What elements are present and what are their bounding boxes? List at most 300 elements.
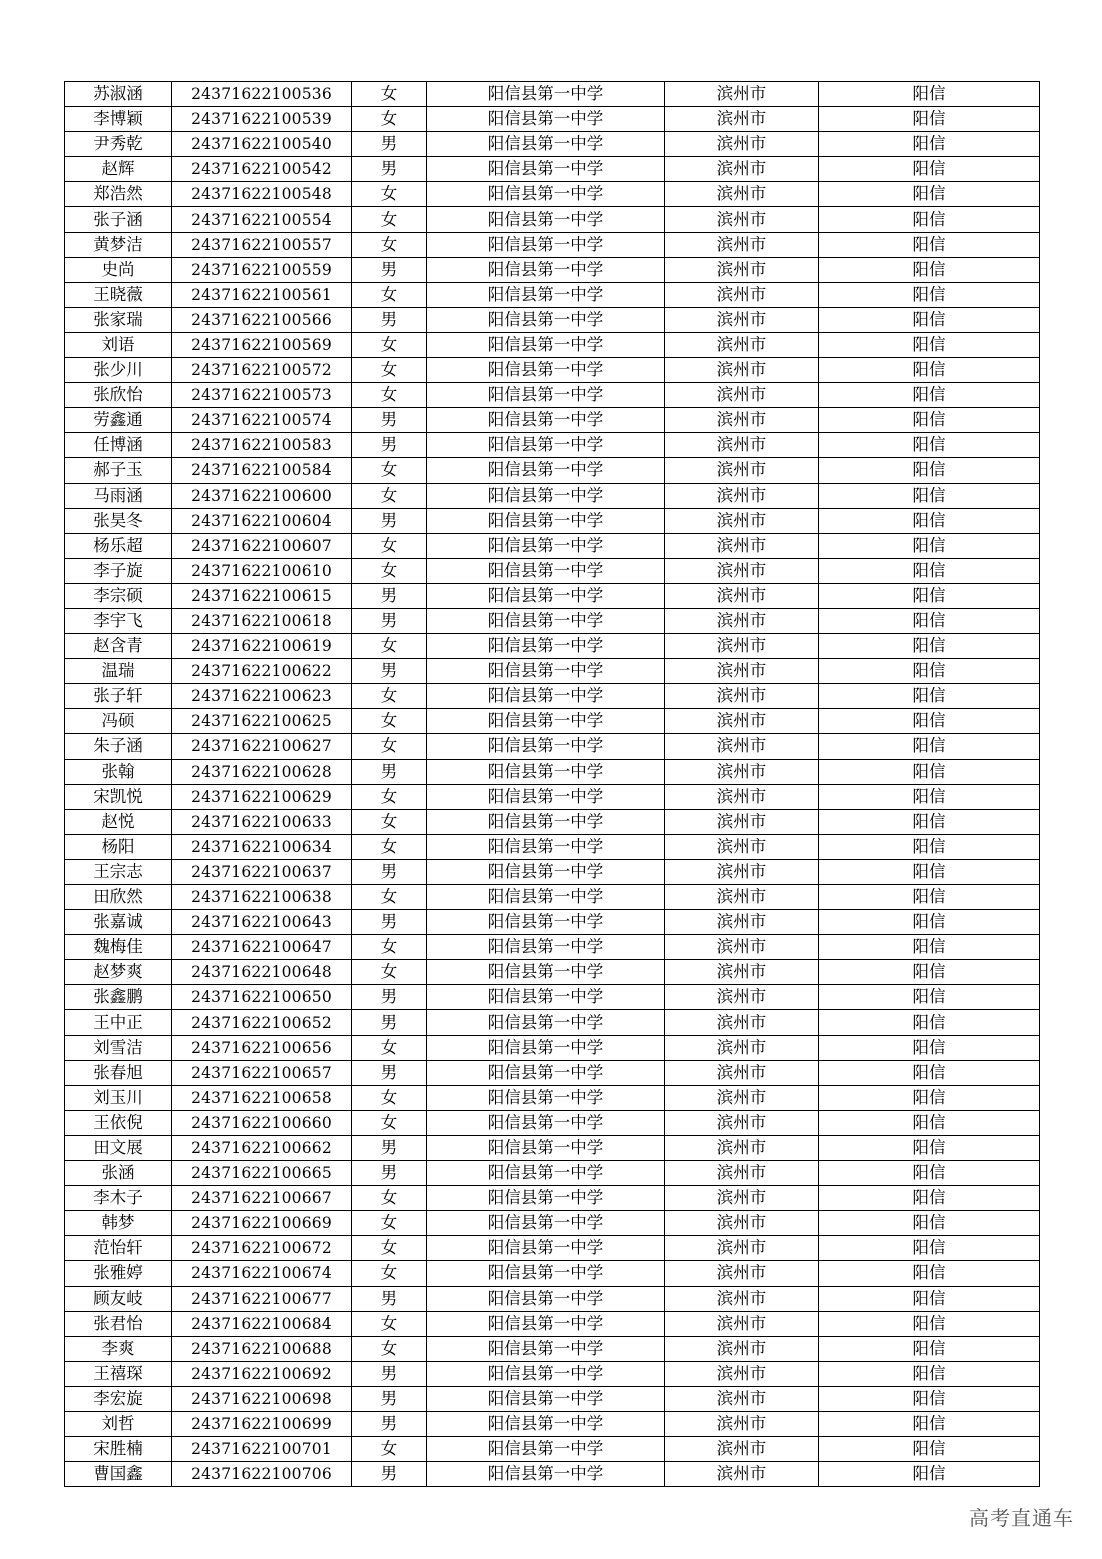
table-row: [65, 1236, 1040, 1261]
city-cell: 滨州市: [665, 1386, 819, 1411]
name-cell: 赵含青: [65, 634, 172, 659]
exam-id-cell: 24371622100706: [172, 1462, 352, 1487]
gender-cell: 女: [352, 1035, 427, 1060]
county-cell: 阳信: [819, 935, 1040, 960]
gender-cell: 女: [352, 107, 427, 132]
city-cell: 滨州市: [665, 809, 819, 834]
exam-id-cell: 24371622100607: [172, 533, 352, 558]
gender-cell: 男: [352, 910, 427, 935]
school-cell: 阳信县第一中学: [427, 82, 665, 107]
gender-cell: 男: [352, 433, 427, 458]
name-cell: 刘哲: [65, 1411, 172, 1436]
gender-cell: 女: [352, 1110, 427, 1135]
table-row: [65, 107, 1040, 132]
county-cell: 阳信: [819, 659, 1040, 684]
gender-cell: 女: [352, 182, 427, 207]
county-cell: 阳信: [819, 1411, 1040, 1436]
name-cell: 马雨涵: [65, 483, 172, 508]
gender-cell: 女: [352, 483, 427, 508]
gender-cell: 男: [352, 132, 427, 157]
name-cell: 李木子: [65, 1186, 172, 1211]
county-cell: 阳信: [819, 107, 1040, 132]
name-cell: 田文展: [65, 1135, 172, 1160]
table-row: [65, 82, 1040, 107]
table-row: [65, 859, 1040, 884]
county-cell: 阳信: [819, 307, 1040, 332]
gender-cell: 男: [352, 1135, 427, 1160]
school-cell: 阳信县第一中学: [427, 508, 665, 533]
city-cell: 滨州市: [665, 759, 819, 784]
table-row: [65, 132, 1040, 157]
table-row: [65, 483, 1040, 508]
school-cell: 阳信县第一中学: [427, 433, 665, 458]
city-cell: 滨州市: [665, 408, 819, 433]
exam-id-cell: 24371622100657: [172, 1060, 352, 1085]
name-cell: 李博颖: [65, 107, 172, 132]
gender-cell: 女: [352, 458, 427, 483]
county-cell: 阳信: [819, 1336, 1040, 1361]
county-cell: 阳信: [819, 408, 1040, 433]
city-cell: 滨州市: [665, 1060, 819, 1085]
table-row: [65, 634, 1040, 659]
exam-id-cell: 24371622100542: [172, 157, 352, 182]
county-cell: 阳信: [819, 910, 1040, 935]
county-cell: 阳信: [819, 1361, 1040, 1386]
table-row: [65, 157, 1040, 182]
name-cell: 张欣怡: [65, 383, 172, 408]
county-cell: 阳信: [819, 182, 1040, 207]
city-cell: 滨州市: [665, 282, 819, 307]
city-cell: 滨州市: [665, 182, 819, 207]
school-cell: 阳信县第一中学: [427, 659, 665, 684]
school-cell: 阳信县第一中学: [427, 935, 665, 960]
name-cell: 温瑞: [65, 659, 172, 684]
name-cell: 张君怡: [65, 1311, 172, 1336]
gender-cell: 男: [352, 608, 427, 633]
name-cell: 张涵: [65, 1161, 172, 1186]
exam-id-cell: 24371622100656: [172, 1035, 352, 1060]
city-cell: 滨州市: [665, 709, 819, 734]
city-cell: 滨州市: [665, 132, 819, 157]
table-row: [65, 383, 1040, 408]
name-cell: 田欣然: [65, 885, 172, 910]
gender-cell: 女: [352, 533, 427, 558]
table-row: [65, 1437, 1040, 1462]
school-cell: 阳信县第一中学: [427, 132, 665, 157]
city-cell: 滨州市: [665, 307, 819, 332]
exam-id-cell: 24371622100623: [172, 684, 352, 709]
gender-cell: 女: [352, 383, 427, 408]
table-row: [65, 1211, 1040, 1236]
exam-id-cell: 24371622100539: [172, 107, 352, 132]
exam-id-cell: 24371622100684: [172, 1311, 352, 1336]
county-cell: 阳信: [819, 157, 1040, 182]
school-cell: 阳信县第一中学: [427, 558, 665, 583]
watermark: 高考直通车: [969, 1506, 1074, 1530]
table-row: [65, 684, 1040, 709]
exam-id-cell: 24371622100638: [172, 885, 352, 910]
city-cell: 滨州市: [665, 1437, 819, 1462]
gender-cell: 男: [352, 157, 427, 182]
county-cell: 阳信: [819, 1311, 1040, 1336]
school-cell: 阳信县第一中学: [427, 734, 665, 759]
exam-id-cell: 24371622100658: [172, 1085, 352, 1110]
exam-id-cell: 24371622100692: [172, 1361, 352, 1386]
exam-id-cell: 24371622100674: [172, 1261, 352, 1286]
exam-id-cell: 24371622100677: [172, 1286, 352, 1311]
exam-id-cell: 24371622100634: [172, 834, 352, 859]
exam-id-cell: 24371622100625: [172, 709, 352, 734]
exam-id-cell: 24371622100643: [172, 910, 352, 935]
exam-id-cell: 24371622100650: [172, 985, 352, 1010]
gender-cell: 男: [352, 1462, 427, 1487]
gender-cell: 女: [352, 332, 427, 357]
county-cell: 阳信: [819, 1060, 1040, 1085]
gender-cell: 男: [352, 1386, 427, 1411]
table-row: [65, 910, 1040, 935]
gender-cell: 男: [352, 1010, 427, 1035]
name-cell: 宋凯悦: [65, 784, 172, 809]
name-cell: 杨乐超: [65, 533, 172, 558]
exam-id-cell: 24371622100584: [172, 458, 352, 483]
gender-cell: 女: [352, 82, 427, 107]
exam-id-cell: 24371622100573: [172, 383, 352, 408]
name-cell: 张翰: [65, 759, 172, 784]
name-cell: 李宏旋: [65, 1386, 172, 1411]
table-row: [65, 659, 1040, 684]
school-cell: 阳信县第一中学: [427, 307, 665, 332]
table-row: [65, 1336, 1040, 1361]
table-row: [65, 358, 1040, 383]
school-cell: 阳信县第一中学: [427, 483, 665, 508]
county-cell: 阳信: [819, 1161, 1040, 1186]
county-cell: 阳信: [819, 1186, 1040, 1211]
county-cell: 阳信: [819, 1110, 1040, 1135]
city-cell: 滨州市: [665, 885, 819, 910]
table-row: [65, 1311, 1040, 1336]
exam-id-cell: 24371622100688: [172, 1336, 352, 1361]
school-cell: 阳信县第一中学: [427, 1135, 665, 1160]
name-cell: 赵梦爽: [65, 960, 172, 985]
school-cell: 阳信县第一中学: [427, 282, 665, 307]
gender-cell: 男: [352, 257, 427, 282]
gender-cell: 男: [352, 759, 427, 784]
name-cell: 张少川: [65, 358, 172, 383]
name-cell: 顾友岐: [65, 1286, 172, 1311]
gender-cell: 男: [352, 508, 427, 533]
city-cell: 滨州市: [665, 157, 819, 182]
name-cell: 劳鑫通: [65, 408, 172, 433]
name-cell: 黄梦洁: [65, 232, 172, 257]
name-cell: 史尚: [65, 257, 172, 282]
name-cell: 刘语: [65, 332, 172, 357]
table-row: [65, 182, 1040, 207]
gender-cell: 女: [352, 282, 427, 307]
name-cell: 张雅婷: [65, 1261, 172, 1286]
gender-cell: 女: [352, 734, 427, 759]
gender-cell: 女: [352, 358, 427, 383]
gender-cell: 女: [352, 709, 427, 734]
school-cell: 阳信县第一中学: [427, 458, 665, 483]
name-cell: 赵辉: [65, 157, 172, 182]
school-cell: 阳信县第一中学: [427, 1437, 665, 1462]
name-cell: 张春旭: [65, 1060, 172, 1085]
gender-cell: 女: [352, 960, 427, 985]
exam-id-cell: 24371622100647: [172, 935, 352, 960]
county-cell: 阳信: [819, 1236, 1040, 1261]
table-row: [65, 809, 1040, 834]
name-cell: 范怡轩: [65, 1236, 172, 1261]
city-cell: 滨州市: [665, 834, 819, 859]
school-cell: 阳信县第一中学: [427, 684, 665, 709]
name-cell: 李爽: [65, 1336, 172, 1361]
exam-id-cell: 24371622100699: [172, 1411, 352, 1436]
table-row: [65, 608, 1040, 633]
name-cell: 刘玉川: [65, 1085, 172, 1110]
school-cell: 阳信县第一中学: [427, 1010, 665, 1035]
table-row: [65, 533, 1040, 558]
gender-cell: 女: [352, 1311, 427, 1336]
city-cell: 滨州市: [665, 358, 819, 383]
table-row: [65, 734, 1040, 759]
exam-id-cell: 24371622100554: [172, 207, 352, 232]
county-cell: 阳信: [819, 1462, 1040, 1487]
school-cell: 阳信县第一中学: [427, 834, 665, 859]
table-row: [65, 1010, 1040, 1035]
city-cell: 滨州市: [665, 82, 819, 107]
school-cell: 阳信县第一中学: [427, 709, 665, 734]
school-cell: 阳信县第一中学: [427, 1110, 665, 1135]
table-row: [65, 433, 1040, 458]
county-cell: 阳信: [819, 1386, 1040, 1411]
county-cell: 阳信: [819, 960, 1040, 985]
table-row: [65, 1035, 1040, 1060]
table-row: [65, 1462, 1040, 1487]
city-cell: 滨州市: [665, 257, 819, 282]
county-cell: 阳信: [819, 859, 1040, 884]
school-cell: 阳信县第一中学: [427, 608, 665, 633]
exam-id-cell: 24371622100618: [172, 608, 352, 633]
gender-cell: 男: [352, 307, 427, 332]
exam-id-cell: 24371622100622: [172, 659, 352, 684]
city-cell: 滨州市: [665, 508, 819, 533]
name-cell: 李宇飞: [65, 608, 172, 633]
gender-cell: 女: [352, 558, 427, 583]
exam-id-cell: 24371622100627: [172, 734, 352, 759]
table-row: [65, 1386, 1040, 1411]
county-cell: 阳信: [819, 608, 1040, 633]
student-roster-table: [64, 81, 1040, 1487]
table-row: [65, 834, 1040, 859]
city-cell: 滨州市: [665, 935, 819, 960]
table-row: [65, 1135, 1040, 1160]
exam-id-cell: 24371622100559: [172, 257, 352, 282]
name-cell: 张昊冬: [65, 508, 172, 533]
name-cell: 刘雪洁: [65, 1035, 172, 1060]
county-cell: 阳信: [819, 257, 1040, 282]
school-cell: 阳信县第一中学: [427, 1186, 665, 1211]
table-row: [65, 784, 1040, 809]
table-row: [65, 408, 1040, 433]
table-row: [65, 1361, 1040, 1386]
county-cell: 阳信: [819, 383, 1040, 408]
county-cell: 阳信: [819, 583, 1040, 608]
gender-cell: 女: [352, 1236, 427, 1261]
exam-id-cell: 24371622100566: [172, 307, 352, 332]
gender-cell: 女: [352, 232, 427, 257]
city-cell: 滨州市: [665, 1161, 819, 1186]
name-cell: 韩梦: [65, 1211, 172, 1236]
exam-id-cell: 24371622100633: [172, 809, 352, 834]
exam-id-cell: 24371622100548: [172, 182, 352, 207]
city-cell: 滨州市: [665, 207, 819, 232]
name-cell: 王晓薇: [65, 282, 172, 307]
gender-cell: 男: [352, 1411, 427, 1436]
exam-id-cell: 24371622100660: [172, 1110, 352, 1135]
city-cell: 滨州市: [665, 1411, 819, 1436]
school-cell: 阳信县第一中学: [427, 182, 665, 207]
school-cell: 阳信县第一中学: [427, 784, 665, 809]
county-cell: 阳信: [819, 885, 1040, 910]
city-cell: 滨州市: [665, 960, 819, 985]
table-row: [65, 207, 1040, 232]
table-row: [65, 1286, 1040, 1311]
name-cell: 赵悦: [65, 809, 172, 834]
table-row: [65, 1186, 1040, 1211]
table-row: [65, 885, 1040, 910]
city-cell: 滨州市: [665, 1110, 819, 1135]
school-cell: 阳信县第一中学: [427, 1261, 665, 1286]
exam-id-cell: 24371622100583: [172, 433, 352, 458]
exam-id-cell: 24371622100615: [172, 583, 352, 608]
city-cell: 滨州市: [665, 433, 819, 458]
school-cell: 阳信县第一中学: [427, 157, 665, 182]
table-row: [65, 282, 1040, 307]
city-cell: 滨州市: [665, 1085, 819, 1110]
gender-cell: 男: [352, 1361, 427, 1386]
county-cell: 阳信: [819, 332, 1040, 357]
gender-cell: 女: [352, 784, 427, 809]
gender-cell: 男: [352, 1161, 427, 1186]
city-cell: 滨州市: [665, 1135, 819, 1160]
county-cell: 阳信: [819, 1135, 1040, 1160]
city-cell: 滨州市: [665, 558, 819, 583]
exam-id-cell: 24371622100610: [172, 558, 352, 583]
gender-cell: 女: [352, 684, 427, 709]
gender-cell: 女: [352, 634, 427, 659]
table-row: [65, 759, 1040, 784]
school-cell: 阳信县第一中学: [427, 1060, 665, 1085]
table-row: [65, 332, 1040, 357]
school-cell: 阳信县第一中学: [427, 960, 665, 985]
exam-id-cell: 24371622100701: [172, 1437, 352, 1462]
exam-id-cell: 24371622100629: [172, 784, 352, 809]
school-cell: 阳信县第一中学: [427, 232, 665, 257]
gender-cell: 男: [352, 985, 427, 1010]
school-cell: 阳信县第一中学: [427, 985, 665, 1010]
city-cell: 滨州市: [665, 1010, 819, 1035]
exam-id-cell: 24371622100619: [172, 634, 352, 659]
table-row: [65, 1085, 1040, 1110]
county-cell: 阳信: [819, 433, 1040, 458]
school-cell: 阳信县第一中学: [427, 1311, 665, 1336]
name-cell: 任博涵: [65, 433, 172, 458]
gender-cell: 女: [352, 1437, 427, 1462]
exam-id-cell: 24371622100637: [172, 859, 352, 884]
exam-id-cell: 24371622100561: [172, 282, 352, 307]
county-cell: 阳信: [819, 1261, 1040, 1286]
gender-cell: 女: [352, 1211, 427, 1236]
city-cell: 滨州市: [665, 784, 819, 809]
city-cell: 滨州市: [665, 985, 819, 1010]
gender-cell: 男: [352, 1060, 427, 1085]
city-cell: 滨州市: [665, 859, 819, 884]
county-cell: 阳信: [819, 1286, 1040, 1311]
school-cell: 阳信县第一中学: [427, 885, 665, 910]
name-cell: 曹国鑫: [65, 1462, 172, 1487]
city-cell: 滨州市: [665, 383, 819, 408]
school-cell: 阳信县第一中学: [427, 207, 665, 232]
county-cell: 阳信: [819, 558, 1040, 583]
name-cell: 张子涵: [65, 207, 172, 232]
table-row: [65, 1411, 1040, 1436]
city-cell: 滨州市: [665, 533, 819, 558]
name-cell: 宋胜楠: [65, 1437, 172, 1462]
gender-cell: 男: [352, 583, 427, 608]
gender-cell: 男: [352, 408, 427, 433]
roster-body: [65, 82, 1040, 1487]
name-cell: 王宗志: [65, 859, 172, 884]
county-cell: 阳信: [819, 784, 1040, 809]
table-row: [65, 935, 1040, 960]
city-cell: 滨州市: [665, 1361, 819, 1386]
exam-id-cell: 24371622100648: [172, 960, 352, 985]
city-cell: 滨州市: [665, 1286, 819, 1311]
county-cell: 阳信: [819, 1211, 1040, 1236]
school-cell: 阳信县第一中学: [427, 358, 665, 383]
county-cell: 阳信: [819, 1035, 1040, 1060]
county-cell: 阳信: [819, 734, 1040, 759]
gender-cell: 女: [352, 1261, 427, 1286]
school-cell: 阳信县第一中学: [427, 859, 665, 884]
table-row: [65, 960, 1040, 985]
county-cell: 阳信: [819, 232, 1040, 257]
name-cell: 李宗硕: [65, 583, 172, 608]
table-row: [65, 232, 1040, 257]
exam-id-cell: 24371622100572: [172, 358, 352, 383]
county-cell: 阳信: [819, 1085, 1040, 1110]
city-cell: 滨州市: [665, 659, 819, 684]
exam-id-cell: 24371622100540: [172, 132, 352, 157]
exam-id-cell: 24371622100628: [172, 759, 352, 784]
school-cell: 阳信县第一中学: [427, 383, 665, 408]
gender-cell: 女: [352, 1336, 427, 1361]
name-cell: 朱子涵: [65, 734, 172, 759]
county-cell: 阳信: [819, 985, 1040, 1010]
county-cell: 阳信: [819, 282, 1040, 307]
city-cell: 滨州市: [665, 608, 819, 633]
table-row: [65, 583, 1040, 608]
city-cell: 滨州市: [665, 1035, 819, 1060]
table-row: [65, 458, 1040, 483]
city-cell: 滨州市: [665, 458, 819, 483]
table-row: [65, 558, 1040, 583]
school-cell: 阳信县第一中学: [427, 1035, 665, 1060]
exam-id-cell: 24371622100604: [172, 508, 352, 533]
name-cell: 张子轩: [65, 684, 172, 709]
city-cell: 滨州市: [665, 1261, 819, 1286]
exam-id-cell: 24371622100536: [172, 82, 352, 107]
